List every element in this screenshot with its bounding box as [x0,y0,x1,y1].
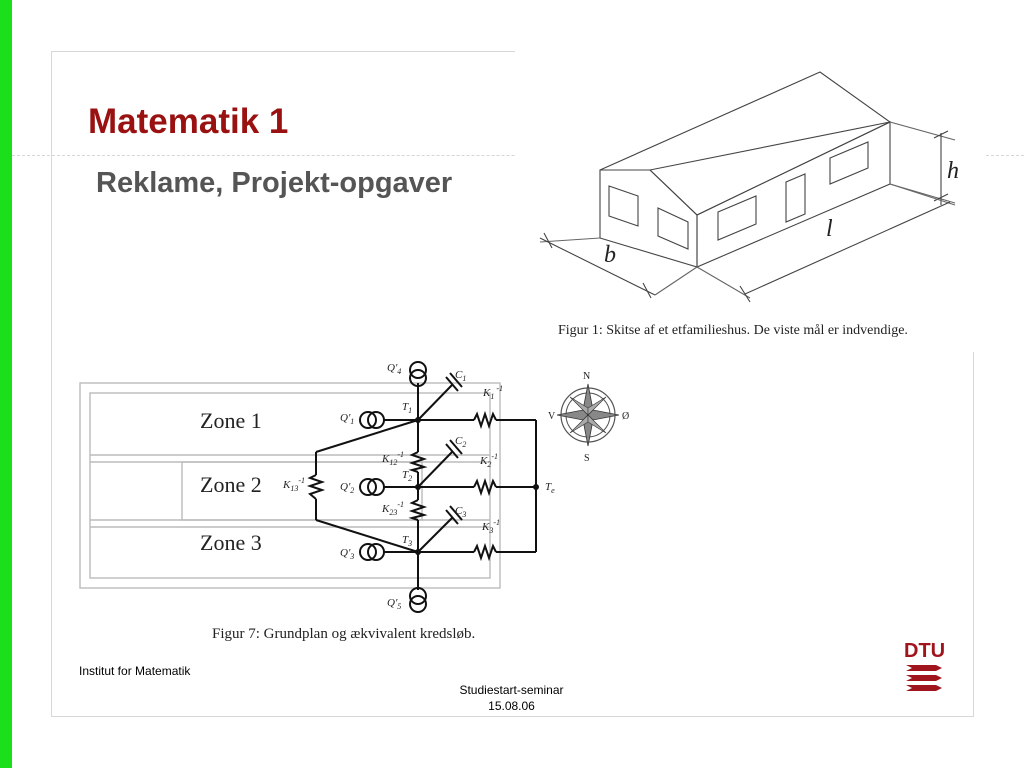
svg-text:K1 -1: $K_1$ $^{-1}$ [483,384,504,401]
dtu-logo [904,641,944,695]
zone-2-label: Zone 2 [200,472,262,497]
svg-text:T1: $T_1$ [402,401,413,415]
slide-title: Matematik 1 [88,102,289,141]
dtu-logo-mark [904,663,944,695]
compass-o: Ø [622,411,630,422]
compass-s: S [584,453,590,462]
compass-n: N [583,371,591,382]
svg-text:Te: $T_e$ [545,481,555,495]
svg-text:C1: $C_1$ [455,369,467,383]
compass-rose [548,368,630,462]
svg-text:K13-1: $K_{13}^{-1}$ [283,476,306,493]
svg-text:Q'3: $Q'_3$ [340,547,355,561]
svg-text:Q'4: $Q'_4$ [387,362,402,376]
svg-text:K3-1: $K_3^{-1}$ [482,518,501,535]
dtu-logo-text: DTU [904,640,946,662]
svg-text:Q'1: $Q'_1$ [340,412,355,426]
svg-text:Q'5: $Q'_5$ [387,597,402,611]
figure-1-caption: Figur 1: Skitse af et etfamilieshus. De viste mål er indvendige. [558,323,908,338]
svg-text:K12-1: $K_{12}^{-1}$ [382,450,405,467]
zone-3-label: Zone 3 [200,530,262,555]
footer-date: 15.08.06 [488,699,535,713]
slide-subtitle: Reklame, Projekt-opgaver [96,167,453,199]
svg-text:C3: $C_3$ [455,505,467,519]
dim-b-label: b [604,242,616,268]
svg-text:T2: $T_2$ [402,469,413,483]
footer-institute: Institut for Matematik [79,664,191,678]
svg-text:K23-1: $K_{23}^{-1}$ [382,500,405,517]
figure-7-caption: Figur 7: Grundplan og ækvivalent kredsløb. [212,626,476,642]
svg-text:C2: $C_2$ [455,435,467,449]
dim-h-label: h [947,158,959,184]
footer-event: Studiestart-seminar [459,683,564,697]
zone-1-label: Zone 1 [200,408,262,433]
compass-v: V [548,411,556,422]
dim-l-label: l [826,216,833,242]
svg-text:Q'2: $Q'_2$ [340,481,355,495]
svg-text:T3: $T_3$ [402,534,413,548]
svg-text:K2-1: $K_2^{-1}$ [480,452,499,469]
